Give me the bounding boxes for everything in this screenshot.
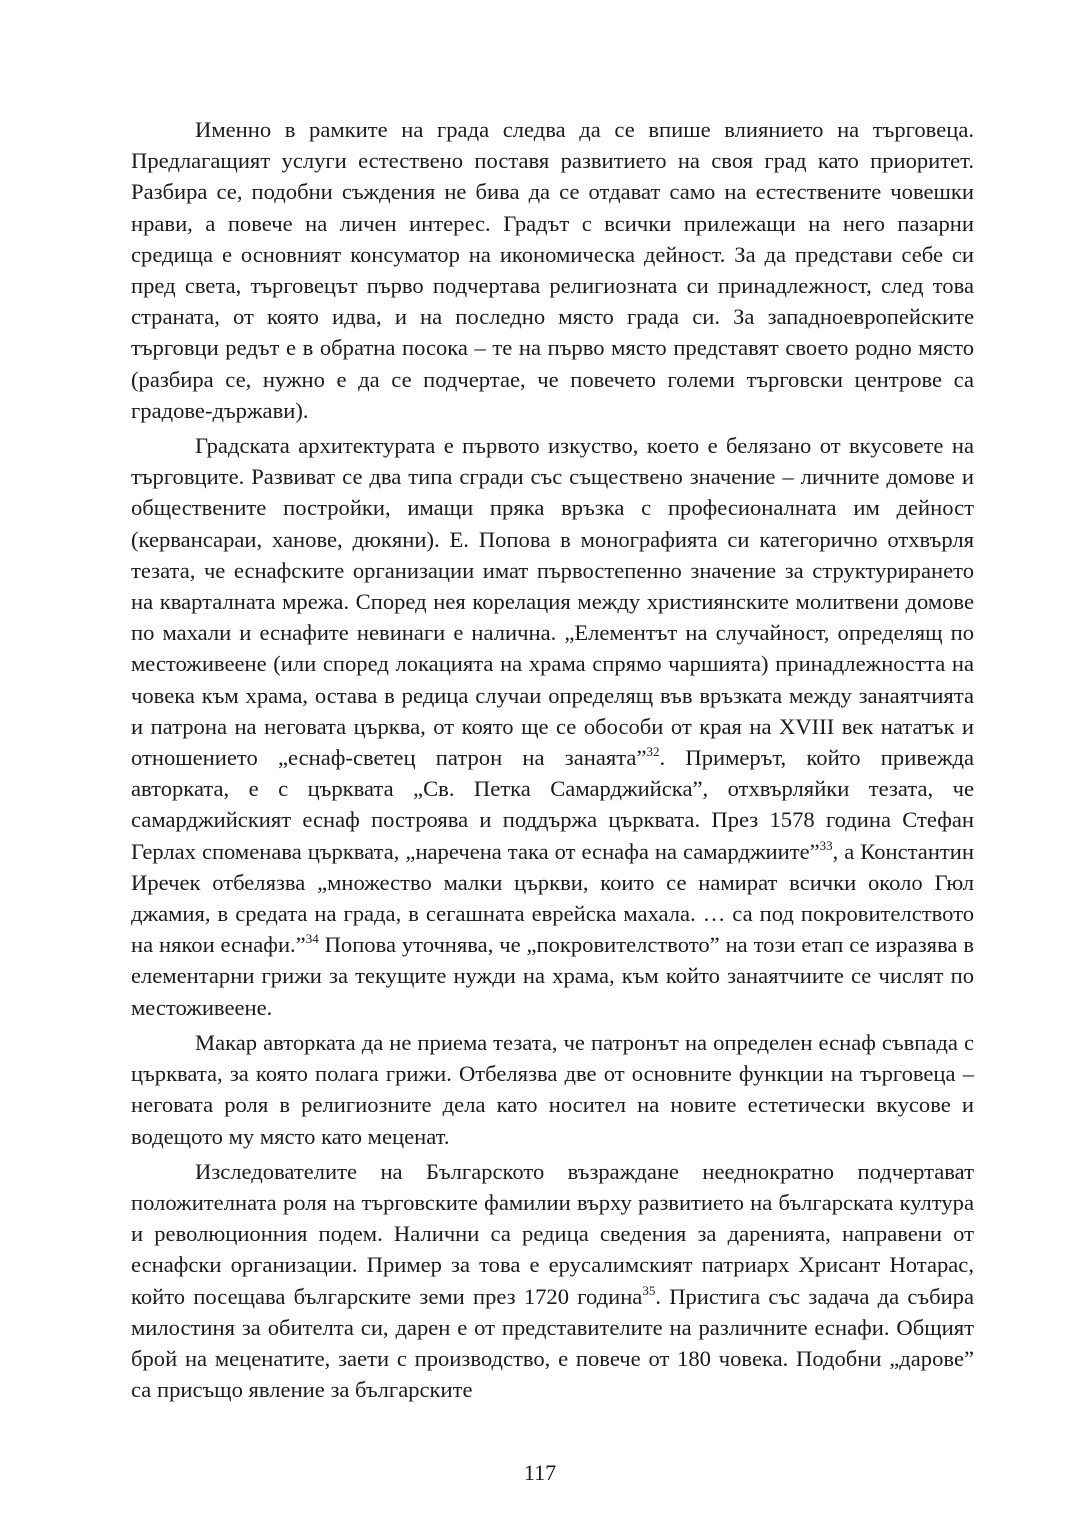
footnote-ref-34[interactable]: 34 xyxy=(305,931,319,947)
page-body xyxy=(131,114,974,1409)
text-run: , а Константин Иречек отбелязва „множество малки църкви, които се намират всички около Гюл джамия, в средата на града, в сегашната еврейска махала. … са под покровителството на някои еснафи.” xyxy=(131,838,974,958)
paragraph-4 xyxy=(131,1156,974,1406)
paragraph-2 xyxy=(131,430,974,1023)
text-run: Макар авторката да не приема тезата, че патронът на определен еснаф съвпада с църквата, за която полага грижи. Отбелязва две от основните функции на търговеца – неговата роля в религиозните дела като носител на новите естетически вкусове и водещото му място като меценат. xyxy=(131,1029,974,1149)
text-run: Градската архитектурата е първото изкуство, което е белязано от вкусовете на търговците. Развиват се два типа сгради със съществено значение – личните домове и обществените постройки, имащи пряка връзка с професионалната им дейност (кервансараи, ханове, дюкяни). Е. Попова в монографията си категорично отхвърля тезата, че еснафските организации имат първостепенно значение за структурирането на кварталната мрежа. Според нея корелация между християнските молитвени домове по махали и еснафите невинаги е налична. „Елементът на случайност, определящ по местоживеене (или според локацията на храма спрямо чаршията) принадлежността на човека към храма, остава в редица случаи определящ във връзката между занаятчията и патрона на неговата църква, от която ще се обособи от края на XVIII век нататък и отношението „еснаф-светец патрон на занаята” xyxy=(131,433,974,771)
paragraph-1 xyxy=(131,114,974,426)
text-run: Попова уточнява, че „покровителството” на този етап се изразява в елементарни грижи за текущите нужди на храма, към който занаятчиите се числят по местоживеене. xyxy=(131,932,975,1020)
footnote-ref-32[interactable]: 32 xyxy=(646,744,660,760)
text-run: . Примерът, който привежда авторката, е с църквата „Св. Петка Самарджийска”, отхвърляйки тезата, че самарджийският еснаф построява и поддържа църквата. През 1578 година Стефан Герлах споменава църквата, „наречена така от еснафа на самарджиите” xyxy=(131,745,974,864)
page-number: 117 xyxy=(523,1460,557,1485)
text-run: Изследователите на Българското възраждане нееднократно подчертават положителната роля на търговските фамилии върху развитието на българската култура и революционния подем. Налични са редица сведения за даренията, направени от еснафски организации. Пример за това е ерусалимският патриарх Хрисант Нотарас, който посещава българските земи през 1720 година xyxy=(131,1158,974,1309)
paragraph-3 xyxy=(131,1027,974,1152)
text-run: . Пристига със задача да събира милостиня за обителта си, дарен е от представителите на различните еснафи. Общият брой на меценатите, заети с производство, е повече от 180 човека. Подобни „дарове” са присъщо явление за българските xyxy=(131,1283,974,1403)
text-run: Именно в рамките на града следва да се впише влиянието на търговеца. Предлагащият услуги естествено поставя развитието на своя град като приоритет. Разбира се, подобни съждения не бива да се отдават само на естествените човешки нрави, а повече на личен интерес. Градът с всички прилежащи на него пазарни средища е основният консуматор на икономическа дейност. За да представи себе си пред света, търговецът първо подчертава религиозната си принадлежност, след това страната, от която идва, и на последно място града си. За западноевропейските търговци редът е в обратна посока – те на първо място представят своето родно място (разбира се, нужно е да се подчертае, че повечето големи търговски центрове са градове-държави). xyxy=(131,117,974,423)
footnote-ref-33[interactable]: 33 xyxy=(819,837,833,853)
footnote-ref-35[interactable]: 35 xyxy=(642,1282,656,1298)
